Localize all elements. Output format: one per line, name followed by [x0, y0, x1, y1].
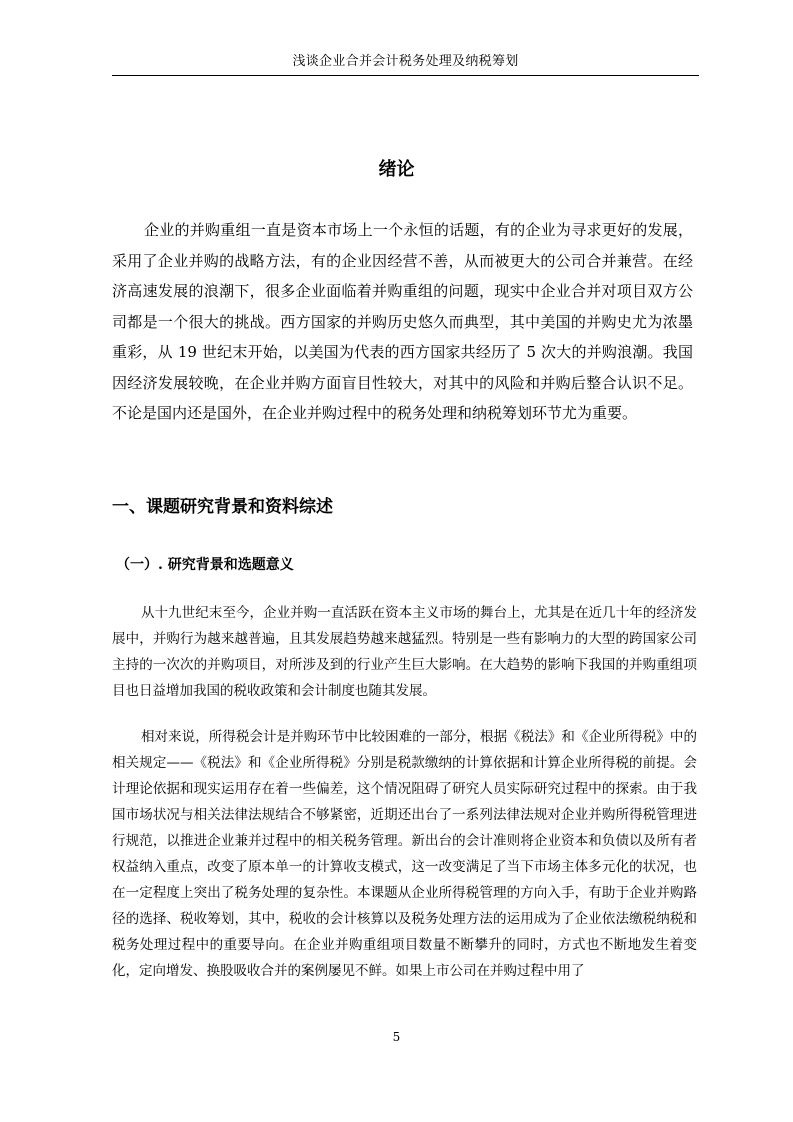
section-heading: 一、课题研究背景和资料综述	[112, 497, 333, 517]
page-title: 绪论	[378, 159, 415, 180]
body-paragraph-1: 从十九世纪末至今，企业并购一直活跃在资本主义市场的舞台上，尤其是在近几十年的经济发展中，并购行为越来越普遍，且其发展趋势越来越猛烈。特别是一些有影响力的大型的跨国家公司主持的一次次的并购项目，对所涉及到的行业产生巨大影响。在大趋势的影响下我国的并购重组项目也日益增加我国的税收政策和会计制度也随其发展。	[112, 605, 697, 699]
subsection-heading: （一）. 研究背景和选题意义	[116, 557, 294, 573]
intro-paragraph: 企业的并购重组一直是资本市场上一个永恒的话题，有的企业为寻求更好的发展，采用了企业并购的战略方法，有的企业因经营不善，从而被更大的公司合并兼营。在经济高速发展的浪潮下，很多企业面临着并购重组的问题，现实中企业合并对项目双方公司都是一个很大的挑战。西方国家的并购历史悠久而典型，其中美国的并购史尤为浓墨重彩，从 19 世纪末开始，以美国为代表的西方国家共经历了 5 次大的并购浪潮。我国因经济发展较晚，在企业并购方面盲目性较大，对其中的风险和并购后整合认识不足。不论是国内还是国外，在企业并购过程中的税务处理和纳税筹划环节尤为重要。	[112, 221, 693, 422]
running-header: 浅谈企业合并会计税务处理及纳税筹划	[292, 54, 519, 69]
page-number: 5	[392, 1030, 401, 1044]
body-paragraph-2: 相对来说，所得税会计是并购环节中比较困难的一部分，根据《税法》和《企业所得税》中的相关规定——《税法》和《企业所得税》分别是税款缴纳的计算依据和计算企业所得税的前提。会计理论依据和现实运用存在着一些偏差，这个情况阻碍了研究人员实际研究过程中的探索。由于我国市场状况与相关法律法规结合不够紧密，近期还出台了一系列法律法规对企业并购所得税管理进行规范，以推进企业兼并过程中的相关税务管理。新出台的会计准则将企业资本和负债以及所有者权益纳入重点，改变了原本单一的计算收支模式，这一改变满足了当下市场主体多元化的状况，也在一定程度上突出了税务处理的复杂性。本课题从企业所得税管理的方向入手，有助于企业并购路径的选择、税收筹划，其中，税收的会计核算以及税务处理方法的运用成为了企业依法缴税纳税和税务处理过程中的重要导向。在企业并购重组项目数量不断攀升的同时，方式也不断地发生着变化，定向增发、换股吸收合并的案例屡见不鲜。如果上市公司在并购过程中用了	[112, 729, 697, 979]
header-divider	[112, 75, 699, 76]
